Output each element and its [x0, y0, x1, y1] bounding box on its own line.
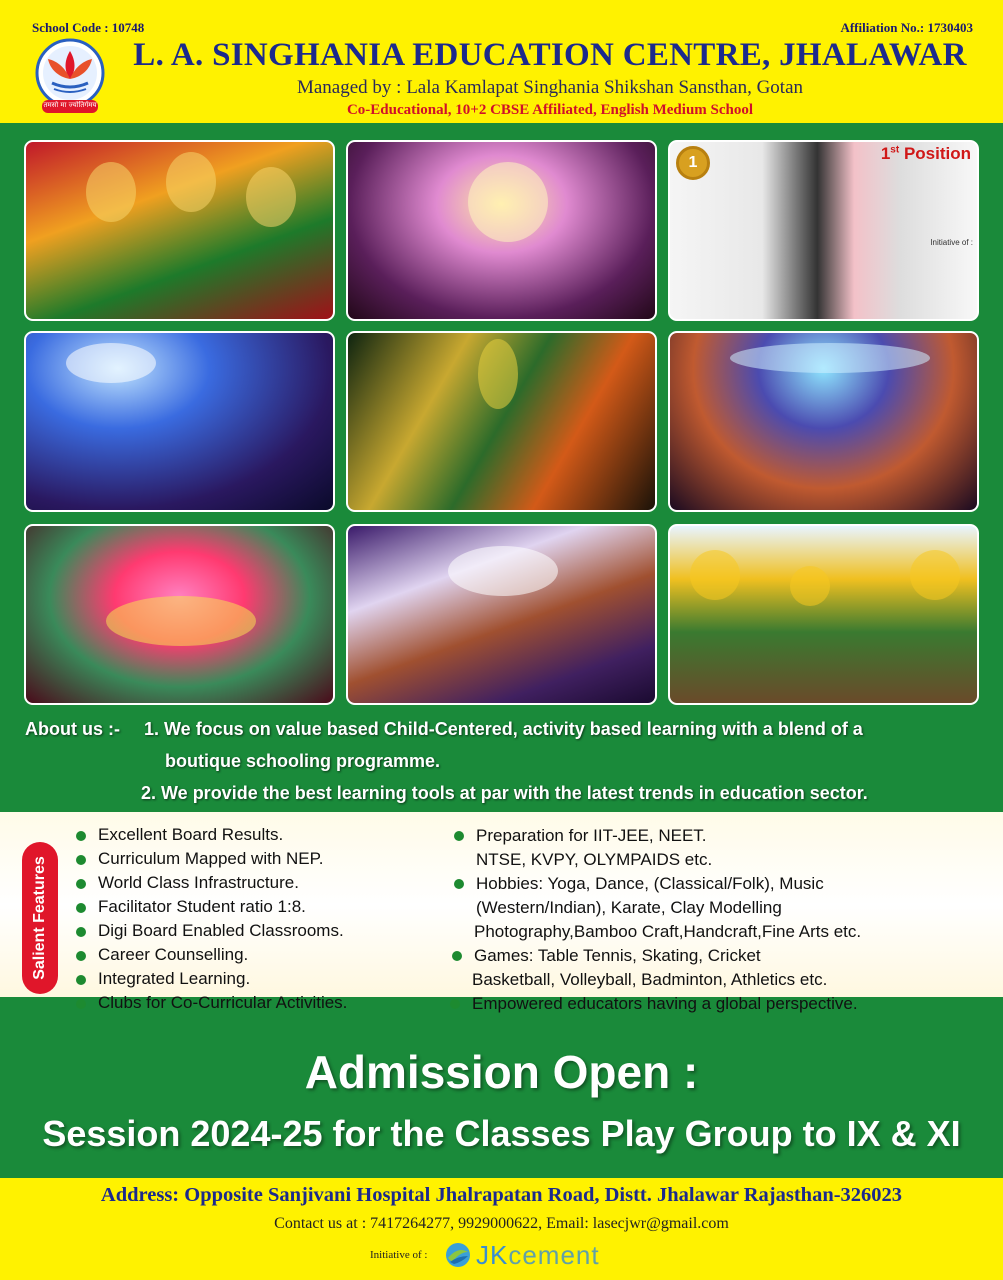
header-band	[0, 0, 1003, 123]
medal-icon: 1	[676, 146, 710, 180]
initiative-label: Initiative of :	[370, 1249, 428, 1261]
bullet-icon	[454, 831, 464, 841]
bullet-icon	[76, 879, 86, 889]
school-type: Co-Educational, 10+2 CBSE Affiliated, English Medium School	[346, 102, 754, 118]
feature-item: Career Counselling.	[98, 945, 249, 964]
bullet-icon	[76, 975, 86, 985]
feature-item: Excellent Board Results.	[98, 825, 284, 844]
photo-group-dance	[668, 331, 979, 512]
photo-blue-lights-dance	[24, 331, 335, 512]
photo-cultural-dance	[24, 140, 335, 321]
bullet-icon	[76, 999, 86, 1009]
photo-drama-boys	[346, 524, 657, 705]
bullet-icon	[452, 951, 462, 961]
photo-folk-dance	[24, 524, 335, 705]
feature-item: Preparation for IIT-JEE, NEET.	[476, 826, 707, 845]
about-point-1: 1. We focus on value based Child-Centered, activity based learning with a blend of a	[144, 719, 863, 739]
about-point-1-cont: boutique schooling programme.	[165, 751, 441, 771]
feature-item: Hobbies: Yoga, Dance, (Classical/Folk), Music	[476, 874, 824, 893]
position-text: 1st Position	[880, 144, 971, 163]
affiliation-number: Affiliation No.: 1730403	[840, 20, 973, 35]
logo-motto: तमसो मा ज्योतिर्गमय	[43, 101, 97, 109]
feature-item: World Class Infrastructure.	[98, 873, 299, 892]
bullet-icon	[76, 951, 86, 961]
bullet-icon	[76, 927, 86, 937]
photo-sunflower-dance	[668, 524, 979, 705]
managed-by: Managed by : Lala Kamlapat Singhania Shikshan Sansthan, Gotan	[296, 77, 804, 98]
feature-item: Integrated Learning.	[98, 969, 251, 988]
bullet-icon	[450, 999, 460, 1009]
about-label: About us :-	[25, 719, 120, 739]
feature-item-cont: NTSE, KVPY, OLYMPAIDS etc.	[476, 850, 713, 869]
jk-cement-brand: JKcement	[476, 1240, 600, 1270]
photo-drama	[346, 331, 657, 512]
admission-session: Session 2024-25 for the Classes Play Group to IX & XI	[42, 1113, 961, 1154]
feature-item: Games: Table Tennis, Skating, Cricket	[474, 946, 761, 965]
initiative-small-text: Initiative of :	[930, 238, 973, 247]
school-name: L. A. SINGHANIA EDUCATION CENTRE, JHALAWAR	[133, 37, 967, 73]
feature-item: Facilitator Student ratio 1:8.	[98, 897, 306, 916]
feature-item: Empowered educators having a global perspective.	[472, 994, 858, 1013]
bullet-icon	[76, 855, 86, 865]
feature-item: Clubs for Co-Curricular Activities.	[98, 993, 348, 1012]
salient-features	[0, 812, 1003, 1013]
address: Address: Opposite Sanjivani Hospital Jhalrapatan Road, Distt. Jhalawar Rajasthan-326023	[100, 1184, 903, 1206]
feature-item-cont: Basketball, Volleyball, Badminton, Athletics etc.	[472, 970, 828, 989]
photo-stage-dance	[346, 140, 657, 321]
school-code: School Code : 10748	[32, 20, 145, 35]
jk-cement-logo-icon	[444, 1242, 472, 1268]
feature-item: Curriculum Mapped with NEP.	[98, 849, 324, 868]
bullet-icon	[454, 879, 464, 889]
bullet-icon	[76, 831, 86, 841]
contact-info: Contact us at : 7417264277, 9929000622, Email: lasecjwr@gmail.com	[274, 1215, 729, 1232]
footer-band	[0, 1178, 1003, 1280]
about-point-2: 2. We provide the best learning tools at par with the latest trends in education sector.	[141, 783, 868, 803]
bullet-icon	[76, 903, 86, 913]
feature-item-cont: (Western/Indian), Karate, Clay Modelling	[476, 898, 782, 917]
admission-title: Admission Open :	[304, 1046, 699, 1098]
feature-item-cont: Photography,Bamboo Craft,Handcraft,Fine Arts etc.	[474, 922, 862, 941]
salient-features-label: Salient Features	[22, 842, 58, 994]
photo-award-ceremony	[668, 140, 979, 321]
feature-item: Digi Board Enabled Classrooms.	[98, 921, 344, 940]
